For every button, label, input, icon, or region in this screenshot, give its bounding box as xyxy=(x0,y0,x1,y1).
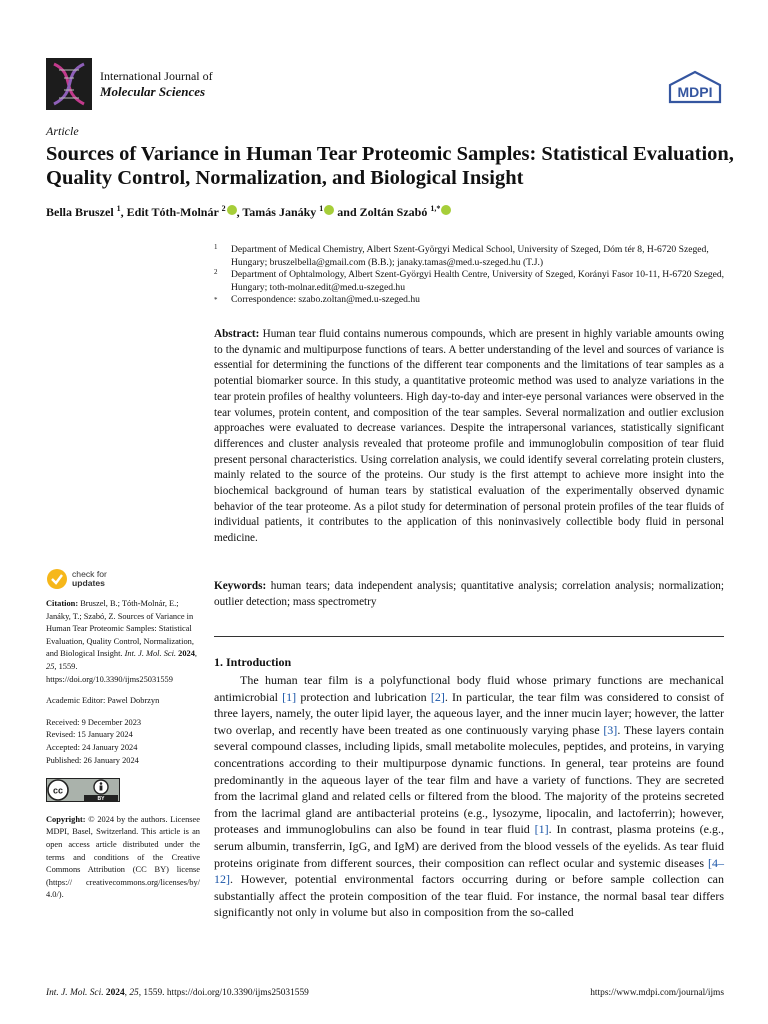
correspondence xyxy=(214,294,726,307)
section-title-introduction: 1. Introduction xyxy=(214,655,292,669)
journal-name-line1: International Journal of xyxy=(100,69,213,83)
reference-link[interactable]: [1] xyxy=(534,822,549,837)
journal-logo-icon xyxy=(46,58,92,110)
keywords-label: Keywords: xyxy=(214,580,267,592)
copyright xyxy=(46,814,200,902)
citation-journal: Int. J. Mol. Sci. xyxy=(124,649,177,659)
svg-text:cc: cc xyxy=(52,785,64,796)
sidebar xyxy=(46,568,200,902)
author-separator: and xyxy=(334,205,360,219)
reference-link[interactable]: [4–12] xyxy=(214,855,724,887)
citation-label: Citation: xyxy=(46,599,79,608)
page-footer xyxy=(46,988,724,998)
author-name[interactable]: Bella Bruszel xyxy=(46,205,117,219)
affiliation-mark: 2 xyxy=(214,268,218,276)
cc-by-license-icon[interactable] xyxy=(46,778,120,802)
citation: Citation: Bruszel, B.; Tóth-Molnár, E.; Janáky, T.; Szabó, Z. Sources of Variance in Human Tear Proteomic Samples: Statistical Evaluation, Quality Control, Normalization, and Biological Insight. Int. J. Mol. Sci. 2024, 25, 1559. https://doi.org/10.3390/ijms25031559 xyxy=(46,599,197,684)
orcid-icon[interactable] xyxy=(227,205,237,215)
author-name[interactable]: Tamás Janáky xyxy=(242,205,320,219)
reference-link[interactable]: [2] xyxy=(430,689,445,704)
orcid-icon[interactable] xyxy=(441,205,451,215)
intro-text: The human tear film is a polyfunctional body fluid whose primary functions are mechanical antimicrobial xyxy=(214,673,724,704)
intro-text: . In contrast, plasma proteins (e.g., serum albumin, transferrin, IgG, and IgM) are derived from the blood vessels of the eyelids. As tear fluid proteins originate from different sources, their composition can reflect ocular and systemic diseases xyxy=(214,822,724,870)
orcid-icon[interactable] xyxy=(324,205,334,215)
footer-journal: Int. J. Mol. Sci. xyxy=(46,988,104,998)
author-name[interactable]: Zoltán Szabó xyxy=(359,205,431,219)
mdpi-logo-icon[interactable] xyxy=(666,70,724,104)
section-divider xyxy=(214,636,724,637)
author-affiliation-sup: 2 xyxy=(221,204,226,213)
author-affiliation-sup: 1,* xyxy=(430,204,441,213)
reference-link[interactable]: [1] xyxy=(282,689,297,704)
citation-doi[interactable]: , 1559. https://doi.org/10.3390/ijms25031559 xyxy=(46,661,173,684)
cc-by-label: BY xyxy=(97,796,105,803)
academic-editor: Academic Editor: Pawel Dobrzyn xyxy=(46,696,160,706)
date-revised: Revised: 15 January 2024 xyxy=(46,730,133,740)
footer-citation: Int. J. Mol. Sci. 2024, 25, 1559. https://doi.org/10.3390/ijms25031559 xyxy=(46,988,309,998)
article-title: Sources of Variance in Human Tear Proteomic Samples: Statistical Evaluation, Quality Control, Normalization, and Biological Insight xyxy=(46,143,734,189)
journal-name-line2: Molecular Sciences xyxy=(100,84,206,99)
affiliations xyxy=(214,244,726,307)
journal-name[interactable] xyxy=(100,69,213,99)
intro-text: . In particular, the tear film was considered to consist of three layers, namely, the outer lipid layer, the aqueous layer, and the inner mucin layer; however, the latter two overlap, and recently have been treated as one continuously varying phase xyxy=(214,689,725,737)
keywords xyxy=(214,579,724,610)
affiliation-mark: * xyxy=(214,296,218,304)
footer-journal-url[interactable]: https://www.mdpi.com/journal/ijms xyxy=(590,988,724,998)
check-updates-line2: updates xyxy=(72,578,105,588)
author-list xyxy=(46,204,451,220)
intro-text: . These layers contain several compound classes, including lipids, small metabolite molecules, peptides, and proteins, in varying concentrations according to their multipurpose dynamic functions. In general, tear proteins are found predominantly in the aqueous layer of the tear film and have a variety of functions. They are secreted from the lacrimal gland and related cells or filtered from the blood. The majority of the proteins secreted from the lacrimal gland are antibacterial proteins (e.g., lysozyme, lipocalin, and lactoferrin); however, proteases and immunoglobulins can also be found in tear fluid xyxy=(214,722,724,837)
footer-year: 2024 xyxy=(105,988,125,998)
citation-year: 2024 xyxy=(178,649,195,659)
keywords-text: human tears; data independent analysis; quantitative analysis; correlation analysis; normalization; outlier detection; mass spectrometry xyxy=(214,580,724,608)
check-updates-line1: check for xyxy=(72,569,107,579)
author-separator: , xyxy=(236,205,243,219)
publication-dates xyxy=(46,717,200,767)
affiliation-text: Department of Medical Chemistry, Albert Szent-Györgyi Medical School, University of Szeged, Dóm tér 8, H-6720 Szeged, Hungary; bruszelbella@gmail.com (B.B.); janaky.tamas@med.u-szeged.hu (T.J.) xyxy=(231,244,709,268)
citation-text: Bruszel, B.; Tóth-Molnár, E.; Janáky, T.; Szabó, Z. Sources of Variance in Human Tear Proteomic Samples: Statistical Evaluation, Quality Control, Normalization, and Biological Insight. xyxy=(46,599,194,659)
date-accepted: Accepted: 24 January 2024 xyxy=(46,742,138,752)
abstract-label: Abstract: xyxy=(214,328,260,340)
footer-doi[interactable]: , 1559. https://doi.org/10.3390/ijms25031559 xyxy=(138,988,309,998)
copyright-label: Copyright: xyxy=(46,814,86,824)
article-type: Article xyxy=(46,124,79,138)
introduction-paragraph xyxy=(214,672,724,921)
author-name[interactable]: Edit Tóth-Molnár xyxy=(126,205,222,219)
abstract-text: Human tear fluid contains numerous compounds, which are present in highly variable amounts owing to the dynamic and multipurpose functions of tears. A better understanding of the level and sources of variance is essential for determining the functions of the different tear components and the limitations of tear samples as a potential biomarker source. In this study, a quantitative proteomic method was used to analyze variations in the tear protein profiles of healthy volunteers. High day-to-day and inter-eye personal variances were observed in the tear volumes, protein content, and composition of the tear samples. Several normalization and outlier exclusion approaches were evaluated to decrease variances. Despite the intrapersonal variances, statistically significant differences and cluster analysis revealed that proteome profile and immunoglobulin composition of tear fluid present personal characteristics. Using correlation analysis, we could identify several correlating protein clusters, mainly related to the source of the proteins. Our study is the first attempt to achieve more insight into the biochemical background of human tears by statistical evaluation of the experimentally observed dynamic behavior of the tear proteome. As a pilot study for determination of personal protein profiles of the tear fluids of individual patients, it contributes to the application of this noninvasively collectible body fluid in personal medicine. xyxy=(214,328,725,545)
citation-volume: 25 xyxy=(46,661,55,671)
date-published: Published: 26 January 2024 xyxy=(46,755,139,765)
affiliation-text: Department of Ophtalmology, Albert Szent-Györgyi Health Centre, University of Szeged, Korányi Fasor 10-11, H-6720 Szeged, Hungary; toth-molnar.edit@med.u-szeged.hu xyxy=(231,269,725,293)
footer-volume: 25 xyxy=(129,988,139,998)
affiliation-2 xyxy=(214,269,726,294)
correspondence-text: Correspondence: szabo.zoltan@med.u-szeged.hu xyxy=(231,294,420,305)
affiliation-mark: 1 xyxy=(214,243,218,251)
intro-text: protection and lubrication xyxy=(296,689,431,704)
reference-link[interactable]: [3] xyxy=(603,722,618,737)
author-separator: , xyxy=(120,205,127,219)
journal-header xyxy=(46,58,213,110)
intro-text: . However, potential environmental factors occurring during or before sample collection can substantially affect the protein composition of the tear fluid. For instance, the normal basal tear differs significantly not only in volume but also in composition from the so-called xyxy=(214,872,724,920)
author-affiliation-sup: 1 xyxy=(319,204,324,213)
date-received: Received: 9 December 2023 xyxy=(46,717,142,727)
copyright-text: © 2024 by the authors. Licensee MDPI, Basel, Switzerland. This article is an open access article distributed under the terms and conditions of the Creative Commons Attribution (CC BY) license (https:// creativecommons.org/licenses/by/ 4.0/). xyxy=(46,814,200,900)
abstract xyxy=(214,327,724,547)
check-for-updates-button[interactable] xyxy=(46,568,200,590)
affiliation-1 xyxy=(214,244,726,269)
check-updates-icon xyxy=(46,568,68,590)
author-affiliation-sup: 1 xyxy=(116,204,121,213)
mdpi-logo-text: MDPI xyxy=(677,84,713,100)
